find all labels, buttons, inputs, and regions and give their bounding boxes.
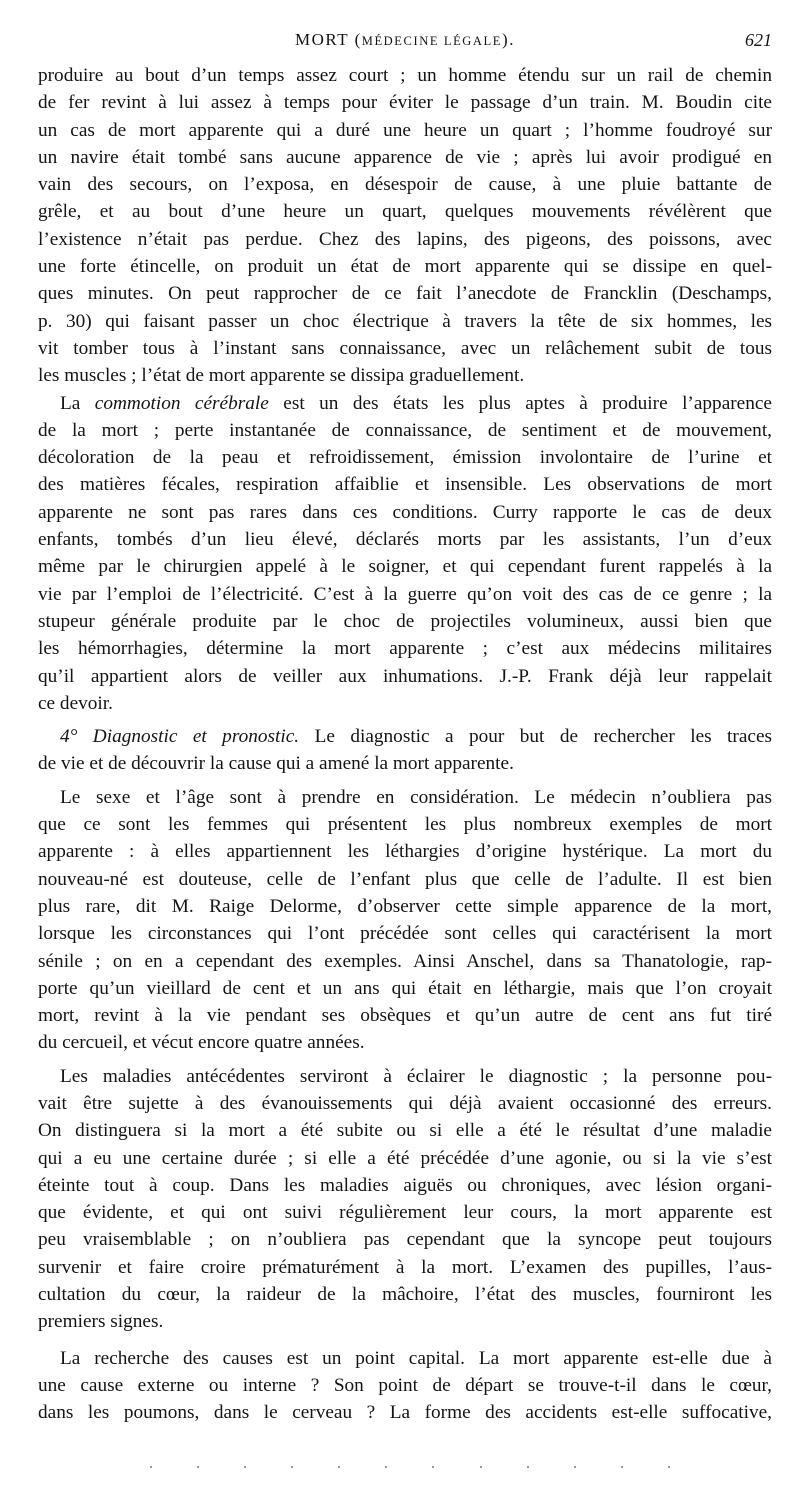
section-title: Diagnostic et pronostic. xyxy=(92,726,300,748)
text-line: grêle, et au bout d’une heure un quart, quelques mouvements révélèrent que xyxy=(38,201,772,223)
text-line: une forte étincelle, on produit un état de mort apparente qui se dissipe en quel- xyxy=(38,256,772,278)
text-line: nouveau-né est douteuse, celle de l’enfant plus que celle de l’adulte. Il est bien xyxy=(38,868,772,890)
running-title-smallcaps: MÉDECINE LÉGALE xyxy=(361,34,503,48)
text-line: p. 30) qui faisant passer un choc électrique à travers la tête de six hommes, les xyxy=(38,310,772,332)
running-title xyxy=(38,30,772,50)
text-line: de fer revint à lui assez à temps pour éviter le passage d’un train. M. Boudin cite xyxy=(38,92,772,114)
text-line: sénile ; on en a cependant des exemples. Ainsi Anschel, dans sa Thanatologie, rap- xyxy=(38,950,772,972)
text-line: mort, revint à la vie pendant ses obsèques et qu’un autre de cent ans fut tiré xyxy=(38,1005,772,1027)
running-header xyxy=(38,28,772,54)
text-line: vain des secours, on l’exposa, en désespoir de cause, à une pluie battante de xyxy=(38,174,772,196)
text-line: stupeur générale produite par le choc de projectiles volumineux, aussi bien que xyxy=(38,610,772,632)
text-line: On distinguera si la mort a été subite ou si elle a été le résultat d’une maladie xyxy=(38,1120,772,1142)
text-line: enfants, tombés d’un lieu élevé, déclarés morts par les assistants, l’un d’eux xyxy=(38,529,772,551)
text-line: ce devoir. xyxy=(38,692,113,714)
text-line: premiers signes. xyxy=(38,1311,164,1333)
text-line: des matières fécales, respiration affaiblie et insensible. Les observations de mort xyxy=(38,474,772,496)
text-line: décoloration de la peau et refroidissement, émission involontaire de l’urine et xyxy=(38,447,772,469)
paragraph-commotion-first-line: La commotion cérébrale est un des états les plus aptes à produire l’apparence xyxy=(60,392,772,414)
text-line: Les maladies antécédentes serviront à éclairer le diagnostic ; la personne pou- xyxy=(60,1065,772,1087)
text-line: vie par l’emploi de l’électricité. C’est à la guerre qu’on voit des cas de ce genre ; la xyxy=(38,583,772,605)
text-line: du cercueil, et vécut encore quatre années. xyxy=(38,1032,365,1054)
text-line: l’existence n’était pas perdue. Chez des lapins, des pigeons, des poissons, avec xyxy=(38,228,772,250)
text-line: un navire était tombé sans aucune apparence de vie ; après lui avoir prodigué en xyxy=(38,146,772,168)
running-title-end: ). xyxy=(502,30,515,49)
text-line: qui a eu une certaine durée ; si elle a été précédée d’une agonie, ou si la vie s’est xyxy=(38,1147,772,1169)
italic-term: commotion cérébrale xyxy=(94,392,269,414)
scan-artifact-dots xyxy=(150,1466,670,1474)
page-number: 621 xyxy=(745,30,772,50)
text-line: apparente : à elles appartiennent les léthargies d’origine hystérique. La mort du xyxy=(38,841,772,863)
page-body xyxy=(38,62,772,1427)
text-line: Le sexe et l’âge sont à prendre en considération. Le médecin n’oubliera pas xyxy=(60,786,772,808)
text-line: qu’il appartient alors de veiller aux inhumations. J.-P. Frank déjà leur rappelait xyxy=(38,665,772,687)
section-number: 4° xyxy=(60,726,78,748)
text-line: les muscles ; l’état de mort apparente se dissipa graduellement. xyxy=(38,365,525,387)
text-line: même par le chirurgien appelé à le soigner, et qui cependant furent rappelés à la xyxy=(38,556,772,578)
text-line: apparente ne sont pas rares dans ces conditions. Curry rapporte le cas de deux xyxy=(38,501,772,523)
text-line: La recherche des causes est un point capital. La mort apparente est-elle due à xyxy=(60,1347,772,1369)
text-line: plus rare, dit M. Raige Delorme, d’observer cette simple apparence de la mort, xyxy=(38,895,772,917)
text-line: les hémorrhagies, détermine la mort apparente ; c’est aux médecins militaires xyxy=(38,638,772,660)
text-line: éteinte tout à coup. Dans les maladies aiguës ou chroniques, avec lésion organi- xyxy=(38,1174,772,1196)
text-line: de la mort ; perte instantanée de connaissance, de sentiment et de mouvement, xyxy=(38,419,772,441)
text-line: vait être sujette à des évanouissements qui déjà avaient occasionné des erreurs. xyxy=(38,1092,772,1114)
text-line: de vie et de découvrir la cause qui a amené la mort apparente. xyxy=(38,753,514,775)
text-line: que ce sont les femmes qui présentent les plus nombreux exemples de mort xyxy=(38,814,772,836)
section-heading-line: 4° Diagnostic et pronostic. Le diagnostic a pour but de rechercher les traces xyxy=(60,726,773,748)
text-line: peu vraisemblable ; on n’oubliera pas cependant que la syncope peut toujours xyxy=(38,1229,772,1251)
text-line: lorsque les circonstances qui l’ont précédée sont celles qui caractérisent la mort xyxy=(38,923,772,945)
text-line: produire au bout d’un temps assez court ; un homme étendu sur un rail de chemin xyxy=(38,65,772,86)
text-line: que évidente, et qui ont suivi régulièrement leur cours, la mort apparente est xyxy=(38,1202,772,1224)
text-line: dans les poumons, dans le cerveau ? La forme des accidents est-elle suffocative, xyxy=(38,1402,772,1424)
text-line: porte qu’un vieillard de cent et un ans qui était en léthargie, mais que l’on croyait xyxy=(38,977,772,999)
text-line: ques minutes. On peut rapprocher de ce fait l’anecdote de Francklin (Deschamps, xyxy=(38,283,772,305)
text-line: survenir et faire croire prématurément à la mort. L’examen des pupilles, l’aus- xyxy=(38,1256,772,1278)
text-line: vit tomber tous à l’instant sans connaissance, avec un relâchement subit de tous xyxy=(38,337,772,359)
text-line: une cause externe ou interne ? Son point de départ se trouve-t-il dans le cœur, xyxy=(38,1374,772,1396)
running-title-main: MORT ( xyxy=(295,30,362,49)
text-line: cultation du cœur, la raideur de la mâchoire, l’état des muscles, fourniront les xyxy=(38,1284,772,1306)
text-line: un cas de mort apparente qui a duré une heure un quart ; l’homme foudroyé sur xyxy=(38,119,772,141)
